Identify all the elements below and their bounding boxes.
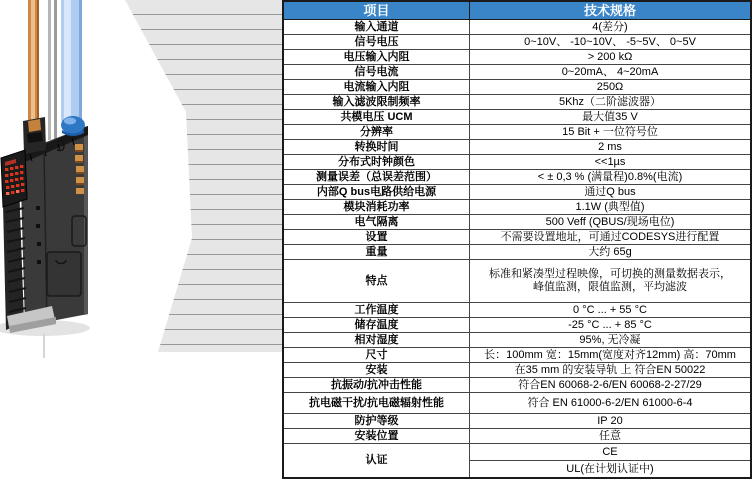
spec-row xyxy=(284,95,750,110)
spec-value: 任意 xyxy=(599,429,621,442)
spec-row xyxy=(284,65,750,80)
col-header-item: 项目 xyxy=(284,2,470,19)
spec-table-body xyxy=(284,20,750,477)
spec-label: 输入通道 xyxy=(284,20,470,34)
spec-label: 安装 xyxy=(284,363,470,377)
spec-value: > 200 kΩ xyxy=(587,50,633,63)
spec-row xyxy=(284,378,750,393)
spec-row xyxy=(284,140,750,155)
orange-wire xyxy=(28,0,39,127)
spec-row xyxy=(284,170,750,185)
spec-label: 相对湿度 xyxy=(284,333,470,347)
spec-value: 0 °C ... + 55 °C xyxy=(573,303,647,316)
spec-label: 尺寸 xyxy=(284,348,470,362)
orange-wire-ferrule xyxy=(28,119,41,132)
spec-row xyxy=(284,110,750,125)
spec-value-stack xyxy=(470,444,750,477)
bottom-hatch xyxy=(47,252,81,296)
spec-row xyxy=(284,348,750,363)
spec-label: 防护等级 xyxy=(284,414,470,428)
spec-value: 0~20mA、 4~20mA xyxy=(561,65,659,78)
spec-value: 250Ω xyxy=(596,80,624,93)
spec-label: 分布式时钟颜色 xyxy=(284,155,470,169)
spec-value: -25 °C ... + 85 °C xyxy=(568,318,652,331)
spec-label: 重量 xyxy=(284,245,470,259)
gray-wire-pair xyxy=(48,0,57,140)
spec-table-header xyxy=(284,2,750,20)
spec-label: 认证 xyxy=(284,444,470,477)
spec-row xyxy=(284,303,750,318)
spec-value: 长：100mm 宽：15mm(宽度对齐12mm) 高：70mm xyxy=(484,348,736,361)
spec-label: 设置 xyxy=(284,230,470,244)
spec-row xyxy=(284,444,750,477)
io-module xyxy=(1,116,88,358)
spec-label: 抗电磁干扰/抗电磁辐射性能 xyxy=(284,393,470,413)
spec-label: 内部Q bus电路供给电源 xyxy=(284,185,470,199)
spec-row xyxy=(284,185,750,200)
spec-value: 符合 EN 61000-6-2/EN 61000-6-4 xyxy=(527,396,693,409)
spec-label: 模块消耗功率 xyxy=(284,200,470,214)
spec-value: 符合EN 60068-2-6/EN 60068-2-27/29 xyxy=(518,378,702,391)
spec-row xyxy=(284,260,750,303)
spec-value: CE xyxy=(602,445,618,458)
spec-row xyxy=(284,80,750,95)
spec-row xyxy=(284,245,750,260)
spec-label: 电压输入内阻 xyxy=(284,50,470,64)
rail-line xyxy=(43,334,45,358)
spec-table xyxy=(282,0,752,479)
spec-row xyxy=(284,215,750,230)
spec-value: 在35 mm 的安装导轨 上 符合EN 50022 xyxy=(514,363,706,376)
spec-value: 5Khz（二阶滤波器） xyxy=(558,95,662,108)
spec-row xyxy=(284,393,750,414)
product-photo xyxy=(0,0,282,479)
spec-value: 标准和紧凑型过程映像，可切换的测量数据表示， 峰值监测，限值监测，平均滤波 xyxy=(489,268,731,293)
spec-row xyxy=(284,50,750,65)
spec-label: 特点 xyxy=(284,260,470,302)
spec-value: 500 Veff (QBUS/现场电位) xyxy=(545,215,675,228)
led-panel xyxy=(1,150,27,207)
spec-value: <<1µs xyxy=(594,155,626,168)
spec-value: < ± 0,3 % (满量程)0.8%(电流) xyxy=(537,170,683,183)
spec-label: 电气隔离 xyxy=(284,215,470,229)
spec-label: 信号电压 xyxy=(284,35,470,49)
spec-row xyxy=(284,125,750,140)
spec-value: 最大值35 V xyxy=(582,110,638,123)
spec-value: 95%, 无冷凝 xyxy=(579,333,641,346)
spec-label: 输入滤波限制频率 xyxy=(284,95,470,109)
spec-row xyxy=(284,200,750,215)
blue-clip xyxy=(61,116,85,136)
col-header-spec: 技术规格 xyxy=(583,3,636,18)
spec-row xyxy=(284,363,750,378)
spec-value: 0~10V、 -10~10V、 -5~5V、 0~5V xyxy=(524,35,696,48)
spec-value: 通过Q bus xyxy=(584,185,636,198)
spec-row xyxy=(284,155,750,170)
spec-row xyxy=(284,20,750,35)
spec-label: 工作温度 xyxy=(284,303,470,317)
spec-label: 储存温度 xyxy=(284,318,470,332)
spec-row xyxy=(284,429,750,444)
spec-row xyxy=(284,333,750,348)
spec-label: 转换时间 xyxy=(284,140,470,154)
spec-label: 安装位置 xyxy=(284,429,470,443)
spec-label: 电流输入内阻 xyxy=(284,80,470,94)
spec-value: UL(在计划认证中) xyxy=(470,460,750,477)
spec-value: 2 ms xyxy=(598,140,622,153)
spec-value: 大约 65g xyxy=(588,245,632,258)
spec-label: 共模电压 UCM xyxy=(284,110,470,124)
product-panel xyxy=(0,0,282,479)
spec-value: 不需要设置地址，可通过CODESYS进行配置 xyxy=(500,230,720,243)
spec-value: 15 Bit + 一位符号位 xyxy=(562,125,658,138)
spec-label: 信号电流 xyxy=(284,65,470,79)
spec-label: 测量误差（总误差范围） xyxy=(284,170,470,184)
spec-label: 抗振动/抗冲击性能 xyxy=(284,378,470,392)
spec-row xyxy=(284,230,750,245)
spec-row xyxy=(284,318,750,333)
spec-label: 分辨率 xyxy=(284,125,470,139)
blue-wire xyxy=(61,0,82,121)
spec-row xyxy=(284,35,750,50)
spec-value: 1.1W (典型值) xyxy=(575,200,645,213)
spec-value: 4(差分) xyxy=(592,20,628,33)
spec-value: IP 20 xyxy=(597,414,623,427)
spec-row xyxy=(284,414,750,429)
